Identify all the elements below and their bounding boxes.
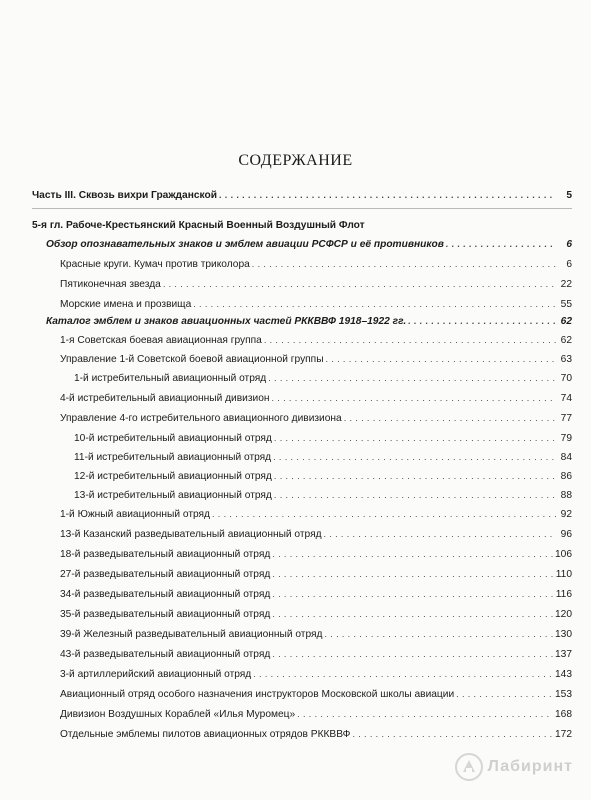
leader-dots [268, 370, 556, 386]
leader-dots [252, 256, 556, 272]
leader-dots [219, 187, 556, 203]
leader-dots [163, 276, 556, 292]
leader-dots [274, 468, 556, 484]
toc-entry-page: 5 [566, 190, 572, 201]
toc-entry-page: 88 [560, 490, 572, 501]
toc-entry-label: 1-й Южный авиационный отряд [60, 509, 210, 520]
toc-entry-page: 62 [560, 335, 572, 346]
toc-entry-label: 35-й разведывательный авиационный отряд [60, 609, 271, 620]
toc-entry-label: 27-й разведывательный авиационный отряд [60, 569, 271, 580]
leader-dots [253, 666, 553, 682]
leader-dots [272, 566, 553, 582]
toc-entry-page: 172 [555, 729, 572, 740]
leader-dots [274, 487, 556, 503]
toc-entry-label: 3-й артиллерийский авиационный отряд [60, 669, 252, 680]
labyrinth-logo-icon [454, 752, 484, 782]
toc-entry-label: 1-я Советская боевая авиационная группа [60, 335, 262, 346]
toc-entry-label: Управление 4-го истребительного авиационного дивизиона [60, 413, 342, 424]
toc-entry-page: 84 [560, 452, 572, 463]
toc-entry-label: Управление 1-й Советской боевой авиационной группы [60, 354, 324, 365]
leader-dots [408, 313, 556, 329]
toc-entry-label: Обзор опознавательных знаков и эмблем авиации РСФСР и её противников [46, 239, 444, 250]
leader-dots [272, 606, 553, 622]
leader-dots [326, 351, 556, 367]
toc-entry[interactable] [60, 726, 572, 742]
toc-entry[interactable] [60, 606, 572, 622]
toc-entry[interactable] [60, 686, 572, 702]
toc-entry-label: 13-й Казанский разведывательный авиационный отряд [60, 529, 322, 540]
leader-dots [264, 332, 556, 348]
leader-dots [352, 726, 553, 742]
toc-entry-page: 62 [560, 316, 572, 327]
toc-entry-part-3[interactable] [32, 187, 572, 203]
toc-entry[interactable] [60, 646, 572, 662]
toc-entry-label: Часть III. Сквозь вихри Гражданской [32, 190, 217, 201]
toc-entry-page: 120 [555, 609, 572, 620]
toc-entry-label: Отдельные эмблемы пилотов авиационных отрядов РККВВФ [60, 729, 351, 740]
toc-entry[interactable] [60, 410, 572, 426]
toc-entry[interactable] [60, 586, 572, 602]
toc-entry[interactable] [60, 706, 572, 722]
toc-entry-page: 143 [555, 669, 572, 680]
leader-dots [324, 526, 556, 542]
leader-dots [456, 686, 553, 702]
separator-rule [32, 208, 572, 209]
toc-entry-page: 86 [560, 471, 572, 482]
toc-entry[interactable] [74, 487, 572, 503]
leader-dots [297, 706, 553, 722]
toc-entry[interactable] [60, 546, 572, 562]
toc-entry-chapter-5[interactable] [32, 218, 572, 234]
toc-entry-label: 4-й истребительный авиационный дивизион [60, 393, 270, 404]
toc-entry[interactable] [60, 566, 572, 582]
toc-entry-page: 168 [555, 709, 572, 720]
toc-entry-label: Авиационный отряд особого назначения инструкторов Московской школы авиации [60, 689, 455, 700]
toc-entry-label: Каталог эмблем и знаков авиационных частей РККВВФ 1918–1922 гг. [46, 316, 407, 327]
toc-entry[interactable] [60, 276, 572, 292]
leader-dots [274, 430, 556, 446]
toc-entry-label: 13-й истребительный авиационный отряд [74, 490, 272, 501]
leader-dots [324, 626, 553, 642]
toc-entry-label: 5-я гл. Рабоче-Крестьянский Красный Военный Воздушный Флот [32, 220, 365, 231]
watermark-text: Лабиринт [487, 758, 573, 775]
toc-entry-page: 137 [555, 649, 572, 660]
leader-dots [446, 236, 556, 252]
toc-entry-page: 63 [560, 354, 572, 365]
leader-dots [212, 506, 556, 522]
toc-entry[interactable] [74, 449, 572, 465]
toc-entry-label: Дивизион Воздушных Кораблей «Илья Муромец» [60, 709, 296, 720]
leader-dots [272, 546, 553, 562]
toc-entry-page: 74 [560, 393, 572, 404]
toc-entry-label: 18-й разведывательный авиационный отряд [60, 549, 271, 560]
toc-entry-label: Красные круги. Кумач против триколора [60, 259, 250, 270]
toc-entry-label: 10-й истребительный авиационный отряд [74, 433, 272, 444]
toc-entry-page: 6 [566, 259, 572, 270]
toc-entry-page: 77 [560, 413, 572, 424]
toc-entry-label: 12-й истребительный авиационный отряд [74, 471, 272, 482]
toc-entry-section-overview[interactable] [46, 236, 572, 252]
toc-entry-section-catalog[interactable] [46, 313, 572, 329]
toc-entry[interactable] [60, 390, 572, 406]
toc-entry[interactable] [60, 332, 572, 348]
toc-entry[interactable] [74, 430, 572, 446]
toc-entry-label: 43-й разведывательный авиационный отряд [60, 649, 271, 660]
toc-entry[interactable] [60, 506, 572, 522]
toc-entry[interactable] [60, 351, 572, 367]
toc-entry-page: 22 [560, 279, 572, 290]
toc-entry-page: 106 [555, 549, 572, 560]
watermark-logo [454, 752, 573, 782]
toc-entry-label: 11-й истребительный авиационный отряд [74, 452, 272, 463]
toc-entry-label: Пятиконечная звезда [60, 279, 161, 290]
toc-entry[interactable] [60, 626, 572, 642]
toc-entry-label: 1-й истребительный авиационный отряд [74, 373, 267, 384]
toc-entry-page: 92 [560, 509, 572, 520]
toc-entry-page: 130 [555, 629, 572, 640]
toc-entry-page: 6 [566, 239, 572, 250]
toc-entry-page: 55 [560, 299, 572, 310]
leader-dots [193, 296, 556, 312]
leader-dots [272, 390, 557, 406]
leader-dots [273, 449, 556, 465]
toc-entry-page: 70 [560, 373, 572, 384]
toc-entry-page: 153 [555, 689, 572, 700]
toc-entry-label: Морские имена и прозвища [60, 299, 192, 310]
toc-entry-page: 110 [555, 569, 572, 580]
toc-entry-page: 79 [560, 433, 572, 444]
toc-entry-page: 96 [560, 529, 572, 540]
toc-entry-label: 39-й Железный разведывательный авиационный отряд [60, 629, 323, 640]
toc-entry[interactable] [74, 468, 572, 484]
toc-entry-label: 34-й разведывательный авиационный отряд [60, 589, 271, 600]
toc-entry[interactable] [74, 370, 572, 386]
toc-entry[interactable] [60, 296, 572, 312]
toc-entry[interactable] [60, 256, 572, 272]
leader-dots [272, 646, 553, 662]
page-title: СОДЕРЖАНИЕ [238, 152, 353, 169]
toc-entry[interactable] [60, 526, 572, 542]
toc-entry-page: 116 [555, 589, 572, 600]
toc-entry[interactable] [60, 666, 572, 682]
leader-dots [272, 586, 553, 602]
leader-dots [344, 410, 556, 426]
